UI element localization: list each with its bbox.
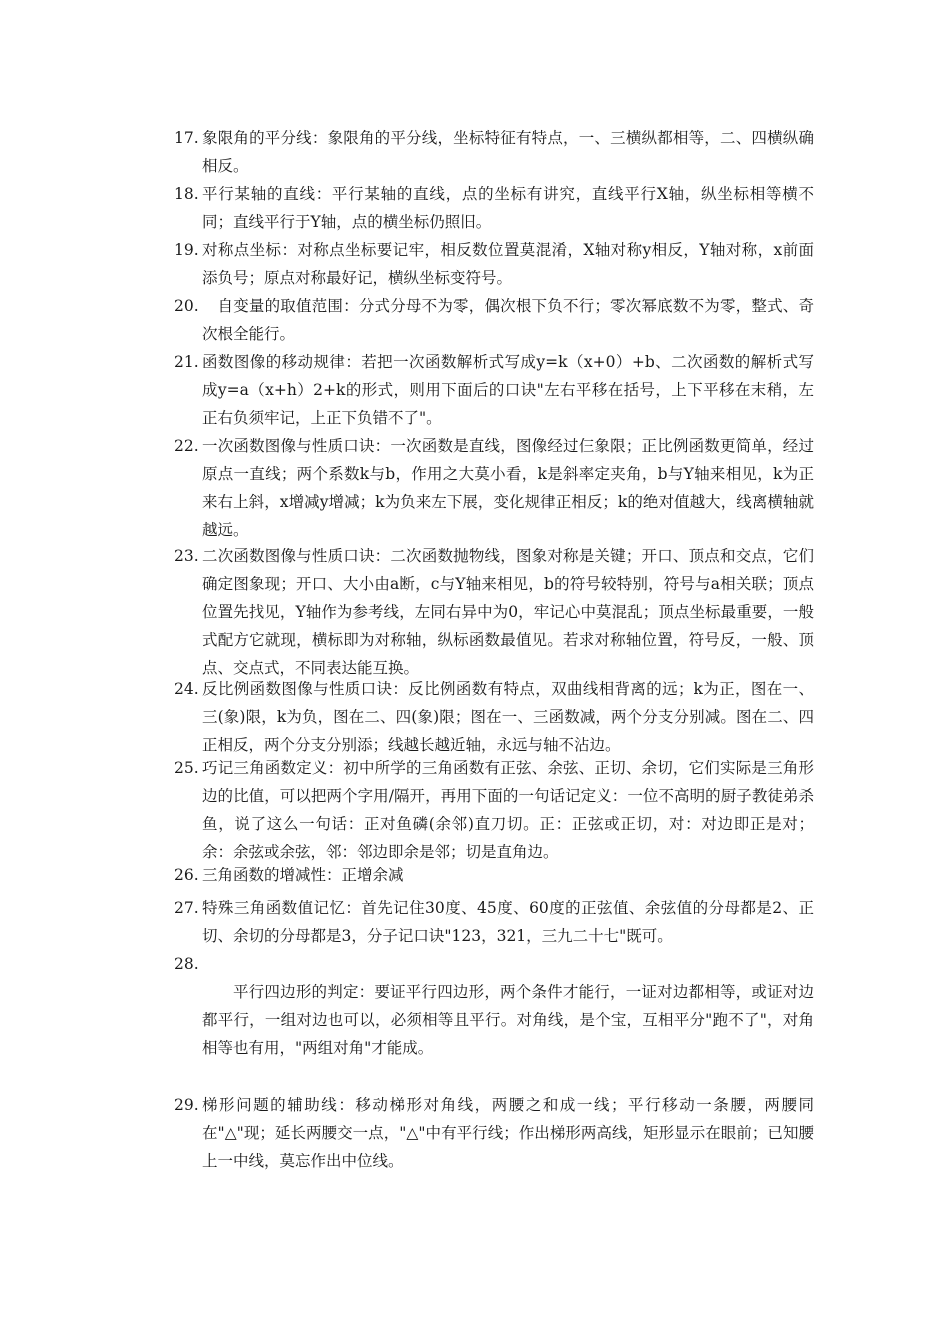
item-number: 20. [174,297,199,315]
item-number: 25. [174,759,199,777]
list-item [174,754,814,866]
item-text: 象限角的平分线：象限角的平分线，坐标特征有特点，一、三横纵都相等，二、四横纵确相反。 [202,129,814,175]
list-item [174,124,814,180]
item-text: 特殊三角函数值记忆：首先记住30度、45度、60度的正弦值、余弦值的分母都是2、正切、余切的分母都是3，分子记口诀"123，321，三九二十七"既可。 [202,899,814,945]
item-number: 23. [174,547,199,565]
list-item [174,292,814,348]
item-text: 平行四边形的判定：要证平行四边形，两个条件才能行，一证对边都相等，或证对边都平行，一组对边也可以，必须相等且平行。对角线，是个宝，互相平分"跑不了"，对角相等也有用，"两组对角"才能成。 [202,983,814,1057]
list-item [174,542,814,682]
item-text: 巧记三角函数定义：初中所学的三角函数有正弦、余弦、正切、余切，它们实际是三角形边的比值，可以把两个字用/隔开，再用下面的一句话记定义：一位不高明的厨子教徒弟杀鱼，说了这么一句话：正对鱼磷(余邻)直刀切。正：正弦或正切，对：对边即正是对；余：余弦或余弦，邻：邻边即余是邻；切是直角边。 [202,759,814,861]
item-text: 平行某轴的直线：平行某轴的直线，点的坐标有讲究，直线平行X轴，纵坐标相等横不同；直线平行于Y轴，点的横坐标仍照旧。 [202,185,814,231]
item-number: 29. [174,1096,199,1114]
item-number: 24. [174,680,199,698]
item-text: 三角函数的增减性：正增余减 [202,866,404,884]
list-item [174,861,814,889]
item-text: 一次函数图像与性质口诀：一次函数是直线，图像经过仨象限；正比例函数更简单，经过原点一直线；两个系数k与b，作用之大莫小看，k是斜率定夹角，b与Y轴来相见，k为正来右上斜，x增减y增减；k为负来左下展，变化规律正相反；k的绝对值越大，线离横轴就越远。 [202,437,814,539]
list-item [174,180,814,236]
list-item [174,894,814,950]
item-text: 反比例函数图像与性质口诀：反比例函数有特点，双曲线相背离的远；k为正，图在一、三(象)限，k为负，图在二、四(象)限；图在一、三函数减，两个分支分别减。图在二、四正相反，两个分支分别添；线越长越近轴，永远与轴不沾边。 [202,680,814,754]
item-number: 17. [174,129,199,147]
item-number: 28. [174,955,199,973]
list-item [174,950,814,1062]
list-item [174,1091,814,1175]
item-text: 对称点坐标：对称点坐标要记牢，相反数位置莫混淆，X轴对称y相反，Y轴对称，x前面添负号；原点对称最好记，横纵坐标变符号。 [202,241,814,287]
list-item [174,236,814,292]
item-text: 自变量的取值范围：分式分母不为零，偶次根下负不行；零次幂底数不为零，整式、奇次根全能行。 [202,297,814,343]
item-text: 函数图像的移动规律：若把一次函数解析式写成y=k（x+0）+b、二次函数的解析式写成y=a（x+h）2+k的形式，则用下面后的口诀"左右平移在括号，上下平移在末稍，左正右负须牢记，上正下负错不了"。 [202,353,814,427]
item-number: 27. [174,899,199,917]
list-item [174,348,814,432]
item-number: 19. [174,241,199,259]
item-number: 22. [174,437,199,455]
item-number: 26. [174,866,199,884]
item-number: 21. [174,353,199,371]
item-text: 梯形问题的辅助线：移动梯形对角线，两腰之和成一线；平行移动一条腰，两腰同在"△"现；延长两腰交一点，"△"中有平行线；作出梯形两高线，矩形显示在眼前；已知腰上一中线，莫忘作出中位线。 [202,1096,814,1170]
list-item [174,675,814,759]
item-text: 二次函数图像与性质口诀：二次函数抛物线，图象对称是关键；开口、顶点和交点，它们确定图象现；开口、大小由a断，c与Y轴来相见，b的符号较特别，符号与a相关联；顶点位置先找见，Y轴作为参考线，左同右异中为0，牢记心中莫混乱；顶点坐标最重要，一般式配方它就现，横标即为对称轴，纵标函数最值见。若求对称轴位置，符号反，一般、顶点、交点式，不同表达能互换。 [202,547,814,677]
list-item [174,432,814,544]
item-number: 18. [174,185,199,203]
